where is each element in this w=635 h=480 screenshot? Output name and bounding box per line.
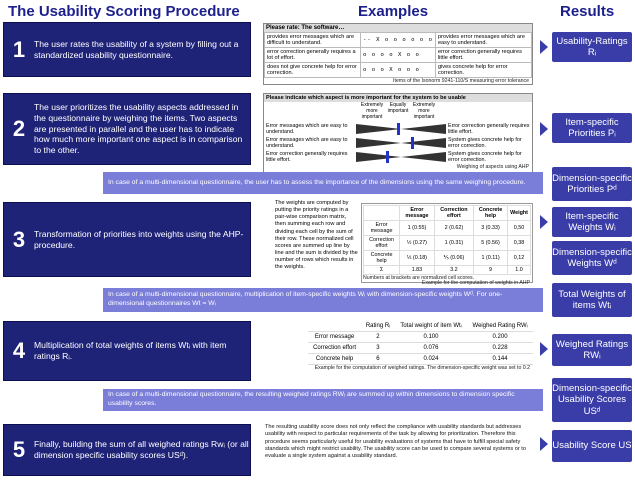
- ahp-matrix: [363, 205, 531, 275]
- table-row: [265, 48, 532, 63]
- table-row: [364, 251, 531, 266]
- cell: 1.0: [508, 266, 531, 275]
- cell: 2 (0.62): [434, 221, 473, 236]
- table-row: [265, 33, 532, 48]
- item-right: gives concrete help for error correction.: [435, 63, 531, 78]
- table-row: [308, 354, 533, 365]
- step-number: 1: [12, 36, 26, 62]
- table-row: [308, 332, 533, 343]
- cell: ⅕ (0.06): [434, 251, 473, 266]
- cell: 0.228: [467, 343, 533, 354]
- step-text: Finally, building the sum of all weighed ratings Rwᵢ (or all dimension specific usability scores USᵈ).: [34, 439, 249, 460]
- comparison-row: [264, 122, 532, 136]
- step-number: 4: [12, 338, 26, 363]
- col-header: Weight: [508, 206, 531, 221]
- result-dimension-weights: Dimension-specific Weights Wᵈ: [552, 241, 632, 275]
- result-dimension-scores: Dimension-specific Usability Scores USᵈ: [552, 378, 632, 422]
- table-row: [308, 321, 533, 332]
- cell: 0.200: [467, 332, 533, 343]
- step-text: The user prioritizes the usability aspects addressed in the questionnaire by weighing the items. Two aspects are presented in parallel and the user has to indicate how much more important one aspect is in comparison to the other.: [34, 102, 243, 156]
- result-ratings: Usability-Ratings Rᵢ: [552, 32, 632, 62]
- ahp-explanation: The weights are computed by putting the priority ratings in a pair-wise comparison matrix, then summing each row and dividing each cell by the sum of their row. These normalized cell scores are summed up line by line and the sum is divided by the number of rows which results in the weights.: [275, 200, 358, 271]
- example-5-summary: The resulting usability score does not only reflect the compliance with usability standards but addresses usability with respect to particular requirements of the task by allowing for prioritization. Therefore this procedure seems particularly useful for usability evaluations of systems that have to fulfill special safety standards which might restrict usability. The usability score can be used to compare several systems or to evaluate a single system against a usability standard.: [265, 424, 526, 460]
- comparison-row: [264, 136, 532, 150]
- aspect-left: Error messages which are easy to understand.: [266, 123, 348, 135]
- col-header: Weighed Rating RWᵢ: [467, 321, 533, 332]
- slider-shape: [356, 123, 446, 135]
- example-4-caption: Example for the computation of weighed ratings. The dimension-specific weight was set to 0.2: [314, 365, 530, 371]
- example-3-caption: Example for the computation of weights in AHP: [421, 280, 530, 286]
- col-header: Rating Rᵢ: [361, 321, 395, 332]
- step-text: The user rates the usability of a system by filling out a standardized usability questionnaire.: [34, 38, 239, 60]
- col-header: [364, 206, 400, 221]
- step-5: [3, 424, 251, 476]
- cell: 5 (0.56): [474, 236, 508, 251]
- col-header: Correction effort: [434, 206, 473, 221]
- step-4: [3, 321, 251, 381]
- weighed-ratings-table: [308, 321, 533, 365]
- example-2-weighing: [263, 93, 533, 173]
- scale-mid-label: Equally important: [387, 102, 409, 114]
- item-right: error correction generally requires little effort.: [435, 48, 531, 63]
- note-dimension-scores: In case of a multi-dimensional questionnaire, the resulting weighed ratings RWᵢ are summed up within dimensions to dimension specific usability scores.: [103, 389, 543, 411]
- examples-header: Examples: [358, 3, 429, 20]
- result-total-weights: Total Weights of items Wtᵢ: [552, 283, 632, 317]
- aspect-right: System gives concrete help for error correction.: [448, 137, 522, 149]
- example-1-caption: Items of the Isonorm 9241-110/S measuring error tolerance: [393, 78, 529, 84]
- step-3: [3, 202, 251, 277]
- note-dimension-priorities: In case of a multi-dimensional questionnaire, the user has to assess the importance of the dimensions using the same weighing procedure.: [103, 172, 543, 194]
- result-item-weights: Item-specific Weights Wᵢ: [552, 207, 632, 237]
- cell: 1 (0.31): [434, 236, 473, 251]
- results-header: Results: [560, 3, 615, 20]
- matrix-note: Numbers at brackets are normalized cell scores.: [363, 275, 474, 281]
- cell: Error message: [308, 332, 361, 343]
- cell: 3: [361, 343, 395, 354]
- cell: 2: [361, 332, 395, 343]
- cell: Correction effort: [364, 236, 400, 251]
- rating-scale: o o o X o o o: [361, 63, 436, 78]
- step-2: [3, 93, 251, 165]
- example-1-questionnaire: [263, 23, 533, 85]
- aspect-right: Error correction generally requires little effort.: [448, 123, 530, 135]
- aspect-right: System gives concrete help for error correction.: [448, 151, 522, 163]
- arrow-icon: [540, 122, 548, 136]
- step-text: Transformation of priorities into weights using the AHP-procedure.: [34, 228, 244, 250]
- slider-shape: [356, 151, 446, 163]
- table-row: [308, 343, 533, 354]
- example-1-heading: Please rate: The software…: [264, 24, 532, 32]
- step-number: 2: [12, 116, 26, 141]
- cell: ⅓ (0.18): [400, 251, 435, 266]
- result-item-priorities: Item-specific Priorities Pᵢ: [552, 113, 632, 143]
- arrow-icon: [540, 342, 548, 356]
- cell: Concrete help: [364, 251, 400, 266]
- cell: 0.076: [395, 343, 467, 354]
- scale-right-label: Extremely more important: [412, 102, 436, 120]
- result-usability-score: Usability Score US: [552, 430, 632, 462]
- cell: 6: [361, 354, 395, 365]
- step-1: [3, 22, 251, 77]
- step-text: Multiplication of total weights of items Wtᵢ with item ratings Rᵢ.: [34, 340, 227, 361]
- cell: Concrete help: [308, 354, 361, 365]
- step-number: 3: [12, 226, 26, 252]
- slider-shape: [356, 137, 446, 149]
- cell: 0,50: [508, 221, 531, 236]
- col-header: Error message: [400, 206, 435, 221]
- example-3-ahp: [263, 200, 533, 286]
- arrow-icon: [540, 437, 548, 451]
- arrow-icon: [540, 40, 548, 54]
- scale-left-label: Extremely more important: [360, 102, 384, 120]
- cell: 0.144: [467, 354, 533, 365]
- cell: Correction effort: [308, 343, 361, 354]
- cell: ½ (0.27): [400, 236, 435, 251]
- col-header: Concrete help: [474, 206, 508, 221]
- cell: 0.100: [395, 332, 467, 343]
- aspect-left: Error correction generally requires little effort.: [266, 151, 348, 163]
- example-2-caption: Weighing of aspects using AHP: [456, 164, 529, 170]
- item-left: error correction generally requires a lot of effort.: [265, 48, 361, 63]
- item-left: provides error messages which are difficult to understand.: [265, 33, 361, 48]
- arrow-icon: [540, 215, 548, 229]
- item-left: does not give concrete help for error correction.: [265, 63, 361, 78]
- note-total-weights: In case of a multi-dimensional questionnaire, multiplication of item-specific weights Wᵢ with dimension-specific weights Wᵈ. For one-dimensional questionnaires Wt = Wᵢ: [103, 288, 543, 312]
- item-right: provides error messages which are easy to understand.: [435, 33, 531, 48]
- cell: 9: [474, 266, 508, 275]
- result-dimension-priorities: Dimension-specific Priorities Pᵈ: [552, 167, 632, 201]
- cell: 3.2: [434, 266, 473, 275]
- comparison-row: [264, 150, 532, 164]
- cell: 0,38: [508, 236, 531, 251]
- col-header: [308, 321, 361, 332]
- cell: 1 (0.55): [400, 221, 435, 236]
- table-row: [364, 206, 531, 221]
- cell: 3 (0.33): [474, 221, 508, 236]
- cell: 1.83: [400, 266, 435, 275]
- table-row: [364, 221, 531, 236]
- rating-scale: -- X o o o o o o: [361, 33, 436, 48]
- table-row: [364, 266, 531, 275]
- result-weighed-ratings: Weighed Ratings RWᵢ: [552, 334, 632, 366]
- cell: 0.024: [395, 354, 467, 365]
- example-4-weighed-ratings: [308, 321, 533, 383]
- cell: Error message: [364, 221, 400, 236]
- example-2-heading: Please indicate which aspect is more important for the system to be usable: [264, 94, 532, 102]
- table-row: [265, 63, 532, 78]
- rating-scale: o o o o X o o: [361, 48, 436, 63]
- table-row: [364, 236, 531, 251]
- cell: 1 (0.11): [474, 251, 508, 266]
- page-title: The Usability Scoring Procedure: [8, 3, 240, 20]
- aspect-left: Error messages which are easy to understand.: [266, 137, 348, 149]
- col-header: Total weight of item Wtᵢ: [395, 321, 467, 332]
- step-number: 5: [12, 437, 26, 462]
- cell: 0,12: [508, 251, 531, 266]
- cell: Σ: [364, 266, 400, 275]
